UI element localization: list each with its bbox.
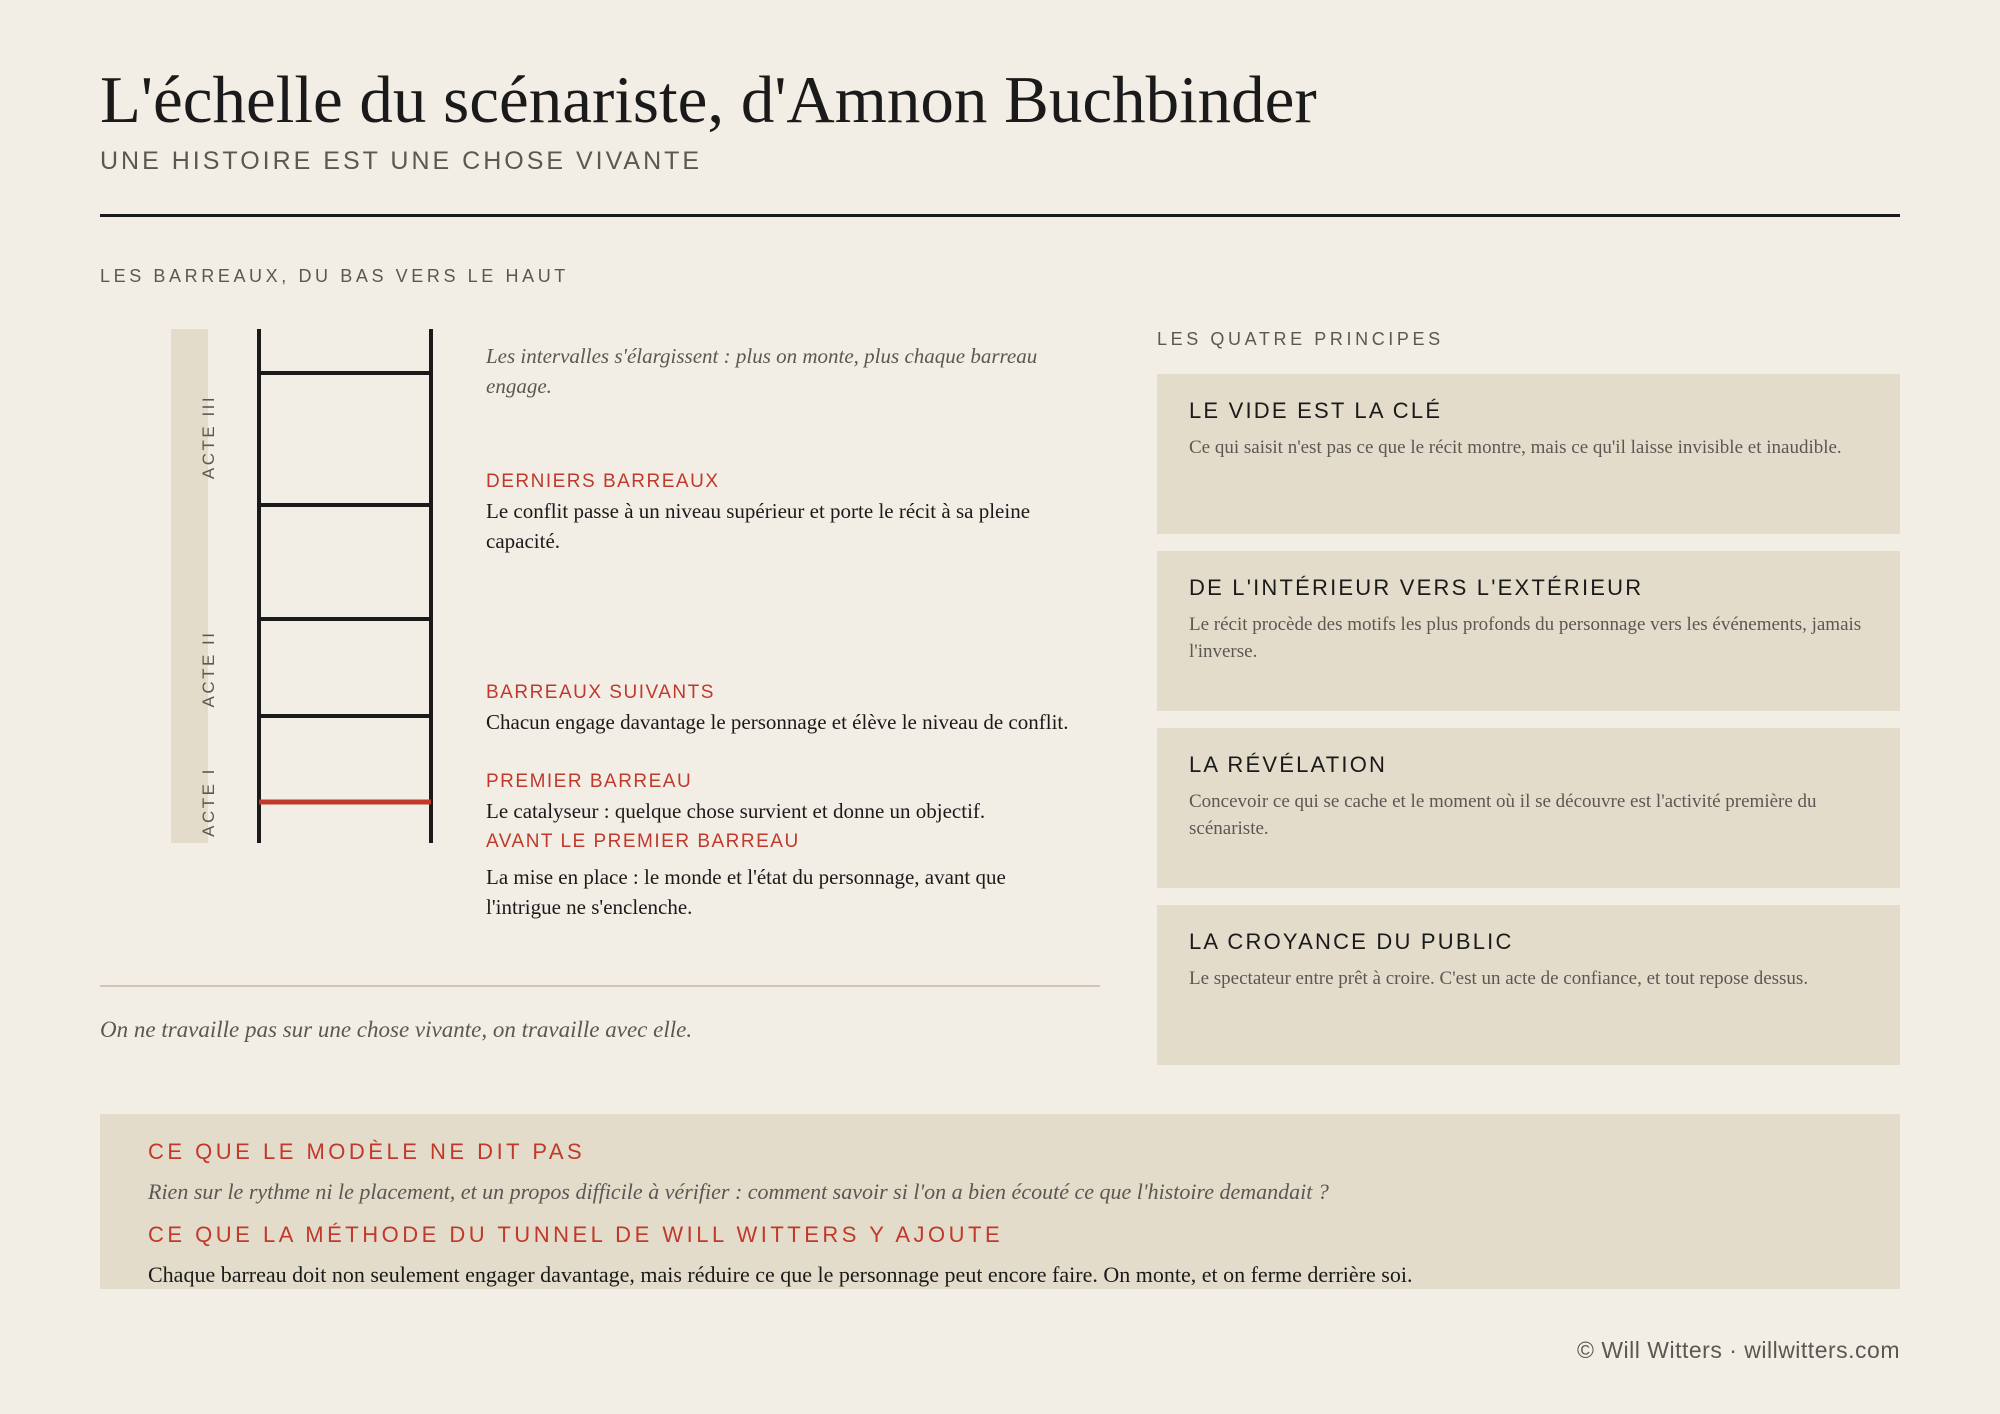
ladder-note: Les intervalles s'élargissent : plus on monte, plus chaque barreau engage. xyxy=(486,344,1038,398)
principle-card xyxy=(1157,374,1900,534)
act-label-2: ACTE II xyxy=(199,630,218,708)
rung-tag-first: PREMIER BARREAU xyxy=(486,771,693,792)
principle-title: LA RÉVÉLATION xyxy=(1189,752,1388,777)
footer-credit: © Will Witters · willwitters.com xyxy=(1577,1337,1900,1363)
principle-card xyxy=(1157,728,1900,888)
bottom-text-method: Chaque barreau doit non seulement engager davantage, mais réduire ce que le personnage peut encore faire. On monte, et on ferme derrière soi. xyxy=(148,1262,1413,1287)
rung-desc-last: Le conflit passe à un niveau supérieur et porte le récit à sa pleine capacité. xyxy=(486,499,1031,553)
ladder-section-label: LES BARREAUX, DU BAS VERS LE HAUT xyxy=(100,266,569,286)
principle-text: Ce qui saisit n'est pas ce que le récit montre, mais ce qu'il laisse invisible et inaudible. xyxy=(1189,437,1842,458)
principle-title: LE VIDE EST LA CLÉ xyxy=(1189,398,1443,423)
page-subtitle: UNE HISTOIRE EST UNE CHOSE VIVANTE xyxy=(100,147,703,175)
bottom-heading-limits: CE QUE LE MODÈLE NE DIT PAS xyxy=(148,1139,586,1164)
rung-tag-next: BARREAUX SUIVANTS xyxy=(486,682,715,703)
principle-card xyxy=(1157,905,1900,1065)
rung-desc-before: La mise en place : le monde et l'état du personnage, avant que l'intrigue ne s'enclenche. xyxy=(486,865,1006,919)
ladder-quote: On ne travaille pas sur une chose vivante, on travaille avec elle. xyxy=(100,1017,693,1042)
page-title: L'échelle du scénariste, d'Amnon Buchbinder xyxy=(100,63,1317,137)
rung-desc-first: Le catalyseur : quelque chose survient et donne un objectif. xyxy=(486,799,986,823)
act-label-1: ACTE I xyxy=(199,767,218,837)
principle-text: Le spectateur entre prêt à croire. C'est un acte de confiance, et tout repose dessus. xyxy=(1189,968,1809,989)
bottom-text-limits: Rien sur le rythme ni le placement, et un propos difficile à vérifier : comment savoir si l'on a bien écouté ce que l'histoire demandait ? xyxy=(148,1179,1329,1204)
principle-title: DE L'INTÉRIEUR VERS L'EXTÉRIEUR xyxy=(1189,575,1644,600)
principle-title: LA CROYANCE DU PUBLIC xyxy=(1189,929,1514,954)
principle-text: Concevoir ce qui se cache et le moment où il se découvre est l'activité première du scénariste. xyxy=(1189,791,1817,839)
ladder-divider xyxy=(100,985,1100,987)
rung-tag-last: DERNIERS BARREAUX xyxy=(486,471,720,492)
principles-section-label: LES QUATRE PRINCIPES xyxy=(1157,329,1444,349)
ladder-diagram xyxy=(250,327,440,845)
header-divider xyxy=(100,214,1900,217)
rung-desc-next: Chacun engage davantage le personnage et élève le niveau de conflit. xyxy=(486,710,1069,734)
act-label-3: ACTE III xyxy=(199,394,218,480)
rung-tag-before: AVANT LE PREMIER BARREAU xyxy=(486,831,800,852)
bottom-heading-method: CE QUE LA MÉTHODE DU TUNNEL DE WILL WITTERS Y AJOUTE xyxy=(148,1222,1004,1247)
bottom-panel xyxy=(100,1114,1900,1289)
principle-text: Le récit procède des motifs les plus profonds du personnage vers les événements, jamais l'inverse. xyxy=(1189,614,1862,662)
principle-card xyxy=(1157,551,1900,711)
